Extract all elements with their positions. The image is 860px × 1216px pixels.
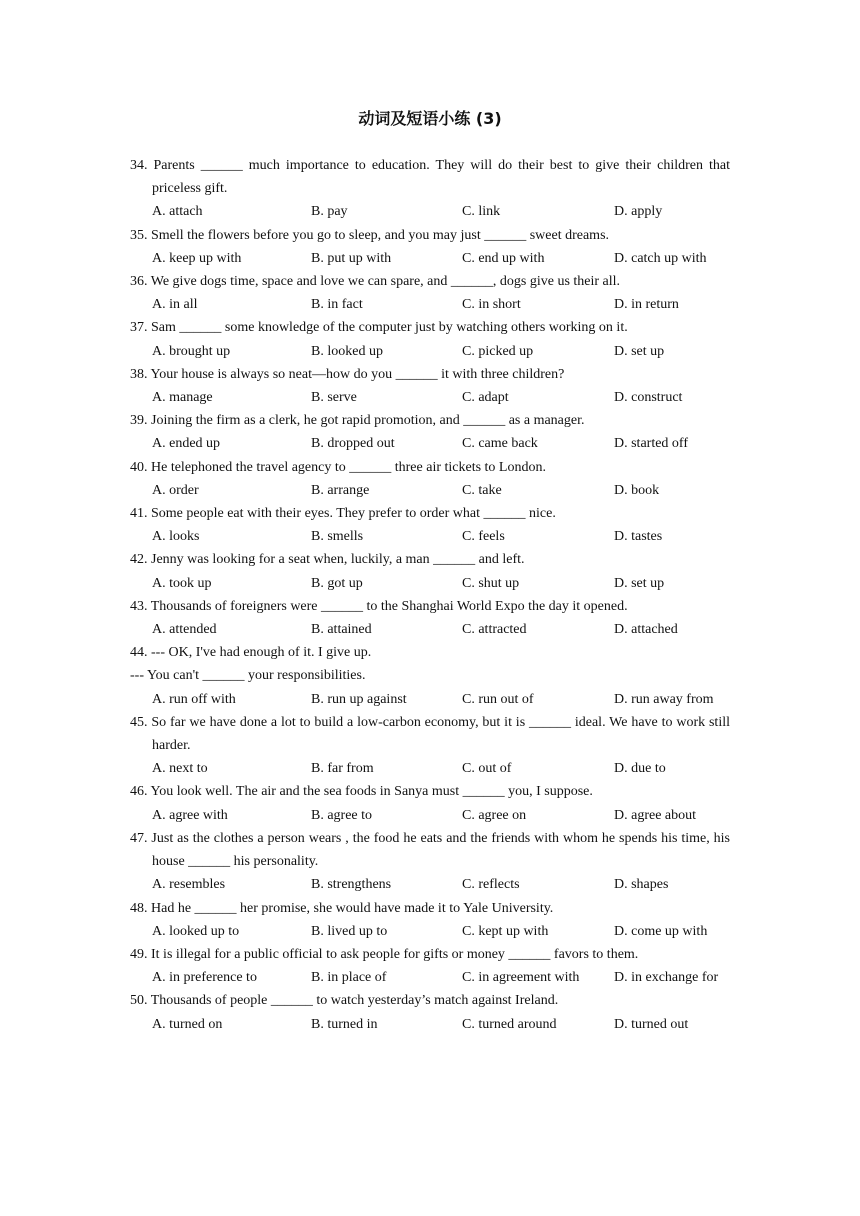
option-a: A. keep up with — [152, 250, 242, 266]
option-c: C. end up with — [462, 250, 545, 266]
option-b: B. arrange — [311, 482, 370, 498]
question-stem: --- You can't ______ your responsibilities. — [130, 668, 366, 684]
option-c: C. link — [462, 204, 501, 220]
options-row — [130, 1013, 730, 1036]
option-c: C. attracted — [462, 622, 527, 638]
question-item — [130, 641, 730, 711]
question-item — [130, 363, 730, 409]
option-b: B. smells — [311, 529, 364, 545]
option-b: B. in place of — [311, 970, 387, 986]
option-c: C. picked up — [462, 343, 534, 359]
options-row — [130, 757, 730, 780]
question-stem: 36. We give dogs time, space and love we can spare, and ______, dogs give us their all. — [130, 274, 621, 290]
question-item — [130, 456, 730, 502]
question-stem: 44. --- OK, I've had enough of it. I give up. — [130, 645, 372, 661]
option-d: D. book — [614, 482, 660, 498]
option-c: C. in agreement with — [462, 970, 580, 986]
options-row — [130, 200, 730, 223]
option-d: D. in return — [614, 297, 679, 313]
option-a: A. resembles — [152, 877, 226, 893]
option-a: A. agree with — [152, 807, 228, 823]
option-a: A. next to — [152, 761, 208, 777]
option-b: B. far from — [311, 761, 374, 777]
options-row — [130, 293, 730, 316]
question-stem: 38. Your house is always so neat—how do you ______ it with three children? — [130, 366, 565, 382]
question-stem: 37. Sam ______ some knowledge of the computer just by watching others working on it. — [130, 320, 628, 336]
options-row — [130, 966, 730, 989]
question-item — [130, 989, 730, 1035]
option-a: A. attended — [152, 622, 217, 638]
option-a: A. took up — [152, 575, 212, 591]
option-c: C. came back — [462, 436, 538, 452]
option-c: C. shut up — [462, 575, 520, 591]
option-b: B. got up — [311, 575, 363, 591]
option-d: D. tastes — [614, 529, 663, 545]
option-a: A. in preference to — [152, 970, 257, 986]
question-stem: 39. Joining the firm as a clerk, he got rapid promotion, and ______ as a manager. — [130, 413, 585, 429]
option-d: D. shapes — [614, 877, 669, 893]
option-b: B. run up against — [311, 691, 407, 707]
question-stem: 40. He telephoned the travel agency to ______ three air tickets to London. — [130, 459, 546, 475]
option-d: D. agree about — [614, 807, 697, 823]
question-stem: 49. It is illegal for a public official to ask people for gifts or money ______ favors to them. — [130, 946, 639, 962]
option-a: A. manage — [152, 390, 213, 406]
option-c: C. reflects — [462, 877, 520, 893]
option-a: A. brought up — [152, 343, 231, 359]
option-a: A. turned on — [152, 1016, 223, 1032]
option-b: B. lived up to — [311, 923, 388, 939]
question-list — [130, 154, 730, 1036]
question-item — [130, 224, 730, 270]
option-d: D. attached — [614, 622, 678, 638]
option-b: B. pay — [311, 204, 348, 220]
option-d: D. catch up with — [614, 250, 707, 266]
option-a: A. attach — [152, 204, 203, 220]
option-c: C. take — [462, 482, 502, 498]
question-item — [130, 502, 730, 548]
options-row — [130, 618, 730, 641]
option-c: C. run out of — [462, 691, 534, 707]
options-row — [130, 247, 730, 270]
option-a: A. ended up — [152, 436, 221, 452]
option-c: C. in short — [462, 297, 521, 313]
page-title: 动词及短语小练 (3) — [358, 109, 502, 128]
option-d: D. started off — [614, 436, 688, 452]
option-c: C. out of — [462, 761, 512, 777]
options-row — [130, 688, 730, 711]
option-c: C. kept up with — [462, 923, 549, 939]
question-item — [130, 548, 730, 594]
options-row — [130, 804, 730, 827]
options-row — [130, 479, 730, 502]
question-item — [130, 711, 730, 781]
question-stem: 43. Thousands of foreigners were ______ to the Shanghai World Expo the day it opened. — [130, 598, 628, 614]
options-row — [130, 572, 730, 595]
option-d: D. set up — [614, 575, 665, 591]
question-item — [130, 780, 730, 826]
option-c: C. feels — [462, 529, 505, 545]
question-stem: 41. Some people eat with their eyes. They prefer to order what ______ nice. — [130, 506, 556, 522]
option-a: A. in all — [152, 297, 198, 313]
option-a: A. looks — [152, 529, 200, 545]
option-b: B. agree to — [311, 807, 373, 823]
question-stem: 47. Just as the clothes a person wears , the food he eats and the friends with whom he spends his time, his house ______ his personality. — [130, 830, 730, 870]
question-item — [130, 154, 730, 224]
question-item — [130, 943, 730, 989]
options-row — [130, 525, 730, 548]
question-item — [130, 595, 730, 641]
option-a: A. looked up to — [152, 923, 240, 939]
option-d: D. apply — [614, 204, 663, 220]
question-stem: 42. Jenny was looking for a seat when, luckily, a man ______ and left. — [130, 552, 525, 568]
question-item — [130, 827, 730, 897]
option-b: B. attained — [311, 622, 372, 638]
options-row — [130, 920, 730, 943]
question-item — [130, 316, 730, 362]
option-c: C. turned around — [462, 1016, 557, 1032]
options-row — [130, 340, 730, 363]
option-a: A. order — [152, 482, 199, 498]
option-c: C. adapt — [462, 390, 509, 406]
question-item — [130, 897, 730, 943]
option-b: B. dropped out — [311, 436, 395, 452]
option-a: A. run off with — [152, 691, 236, 707]
option-d: D. turned out — [614, 1016, 689, 1032]
options-row — [130, 873, 730, 896]
options-row — [130, 432, 730, 455]
question-item — [130, 270, 730, 316]
option-b: B. in fact — [311, 297, 363, 313]
question-stem: 50. Thousands of people ______ to watch yesterday’s match against Ireland. — [130, 993, 559, 1009]
question-stem: 34. Parents ______ much importance to education. They will do their best to give their children that priceless gift. — [130, 158, 730, 197]
option-d: D. come up with — [614, 923, 708, 939]
question-stem: 48. Had he ______ her promise, she would have made it to Yale University. — [130, 900, 554, 916]
question-stem: 46. You look well. The air and the sea foods in Sanya must ______ you, I suppose. — [130, 784, 593, 800]
option-b: B. looked up — [311, 343, 383, 359]
options-row — [130, 386, 730, 409]
question-item — [130, 409, 730, 455]
option-b: B. turned in — [311, 1016, 378, 1032]
option-b: B. serve — [311, 390, 357, 406]
option-d: D. due to — [614, 761, 666, 777]
option-d: D. in exchange for — [614, 970, 719, 986]
option-d: D. run away from — [614, 691, 714, 707]
question-stem: 35. Smell the flowers before you go to sleep, and you may just ______ sweet dreams. — [130, 227, 610, 243]
option-b: B. put up with — [311, 250, 392, 266]
option-d: D. construct — [614, 390, 683, 406]
question-stem: 45. So far we have done a lot to build a low-carbon economy, but it is ______ ideal. We have to work still harder. — [130, 714, 730, 754]
option-c: C. agree on — [462, 807, 527, 823]
option-b: B. strengthens — [311, 877, 392, 893]
option-d: D. set up — [614, 343, 665, 359]
